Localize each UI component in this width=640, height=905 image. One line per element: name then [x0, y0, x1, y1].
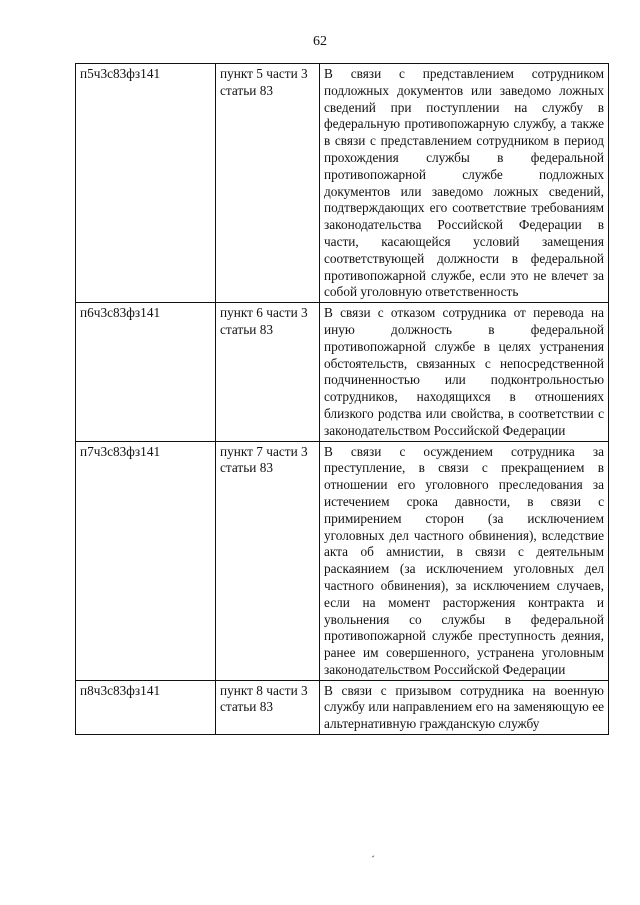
page-number: 62: [313, 34, 327, 49]
reference-cell: пункт 7 части 3 статьи 83: [216, 441, 320, 680]
code-cell: п5ч3с83фз141: [76, 64, 216, 303]
description-cell: В связи с осуждением сотрудника за преступление, в связи с прекращением в отношении его уголовного преследования за истечением срока давности, в связи с примирением сторон (за исключением уголовных дел частного обвинения), вследствие акта об амнистии, в связи с деятельным раскаянием (за исключением уголовных дел частного обвинения), за исключением случаев, если на момент расторжения контракта и увольнения со службы в федеральной противопожарной службе преступность деяния, ранее им совершенного, устранена уголовным законодательством Российской Федерации: [320, 441, 609, 680]
description-cell: В связи с представлением сотрудником подложных документов или заведомо ложных сведений при поступлении на службу в федеральную противопожарную службу, а также в связи с представлением сотрудником в период прохождения службы в федеральной противопожарной службе подложных документов или заведомо ложных сведений, подтверждающих его соответствие требованиям законодательства Российской Федерации в части, касающейся условий замещения соответствующей должности в федеральной противопожарной службе, если это не влечет за собой уголовную ответственность: [320, 64, 609, 303]
reference-cell: пункт 8 части 3 статьи 83: [216, 680, 320, 734]
description-cell: В связи с отказом сотрудника от перевода на иную должность в федеральной противопожарной службе в целях устранения обстоятельств, связанных с непосредственной подчиненностью или подконтрольностью сотрудников, находящихся в отношениях близкого родства или свойства, в соответствии с законодательством Российской Федерации: [320, 303, 609, 441]
description-cell: В связи с призывом сотрудника на военную службу или направлением его на заменяющую ее альтернативную гражданскую службу: [320, 680, 609, 734]
code-cell: п8ч3с83фз141: [76, 680, 216, 734]
table-row: [76, 303, 609, 441]
code-cell: п7ч3с83фз141: [76, 441, 216, 680]
table-row: [76, 441, 609, 680]
code-cell: п6ч3с83фз141: [76, 303, 216, 441]
stray-mark: ´: [371, 853, 375, 867]
dismissal-codes-table: [75, 63, 609, 735]
table-row: [76, 680, 609, 734]
table-row: [76, 64, 609, 303]
reference-cell: пункт 5 части 3 статьи 83: [216, 64, 320, 303]
reference-cell: пункт 6 части 3 статьи 83: [216, 303, 320, 441]
